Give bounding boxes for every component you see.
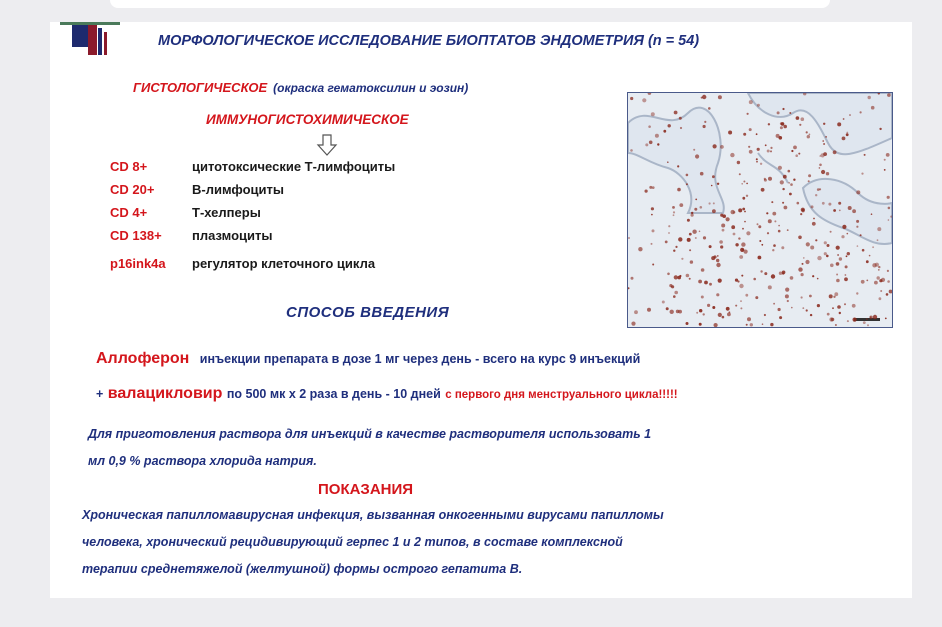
marker-code: CD 138+ bbox=[110, 228, 162, 243]
marker-desc: регулятор клеточного цикла bbox=[192, 256, 376, 271]
indications-heading: ПОКАЗАНИЯ bbox=[318, 481, 414, 498]
indications-line: терапии среднетяжелой (желтушной) формы острого гепатита В. bbox=[82, 562, 523, 576]
alloferon-text: инъекции препарата в дозе 1 мг через день - всего на курс 9 инъекций bbox=[199, 352, 641, 366]
slide bbox=[50, 22, 912, 598]
alloferon-name: Аллоферон bbox=[96, 350, 190, 367]
valacyclovir-text: по 500 мк х 2 раза в день - 10 дней bbox=[226, 387, 441, 401]
histology-line bbox=[133, 80, 468, 95]
logo bbox=[60, 22, 120, 58]
valacyclovir-emphasis: с первого дня менструального цикла!!!!! bbox=[445, 389, 678, 401]
marker-code: CD 4+ bbox=[110, 205, 148, 220]
histology-note: (окраска гематоксилин и эозин) bbox=[273, 81, 469, 95]
marker-desc: цитотоксические Т-лимфоциты bbox=[192, 159, 396, 174]
valacyclovir-line bbox=[96, 385, 678, 403]
marker-code: p16ink4a bbox=[110, 256, 166, 271]
indications-line: Хроническая папилломавирусная инфекция, вызванная онкогенными вирусами папилломы bbox=[82, 508, 664, 522]
marker-code: CD 20+ bbox=[110, 182, 155, 197]
administration-heading: СПОСОБ ВВЕДЕНИЯ bbox=[286, 304, 450, 321]
plus-sign: + bbox=[96, 387, 104, 401]
indications-line: человека, хронический рецидивирующий герпес 1 и 2 типов, в составе комплексной bbox=[82, 535, 623, 549]
preparation-line: мл 0,9 % раствора хлорида натрия. bbox=[88, 454, 317, 468]
valacyclovir-name: валацикловир bbox=[107, 385, 223, 402]
preparation-line: Для приготовления раствора для инъекций в качестве растворителя использовать 1 bbox=[88, 427, 652, 441]
marker-code: CD 8+ bbox=[110, 159, 148, 174]
down-arrow-icon bbox=[316, 134, 338, 156]
micrograph-art bbox=[628, 93, 892, 327]
micrograph-image bbox=[627, 92, 893, 328]
marker-desc: плазмоциты bbox=[192, 228, 273, 243]
alloferon-line bbox=[96, 350, 640, 368]
marker-desc: Т-хелперы bbox=[192, 205, 261, 220]
histology-label: ГИСТОЛОГИЧЕСКОЕ bbox=[133, 80, 268, 95]
marker-desc: В-лимфоциты bbox=[192, 182, 285, 197]
immuno-label: ИММУНОГИСТОХИМИЧЕСКОЕ bbox=[206, 112, 409, 127]
page-title: МОРФОЛОГИЧЕСКОЕ ИССЛЕДОВАНИЕ БИОПТАТОВ ЭНДОМЕТРИЯ (n = 54) bbox=[158, 33, 700, 49]
top-bar bbox=[110, 0, 830, 8]
